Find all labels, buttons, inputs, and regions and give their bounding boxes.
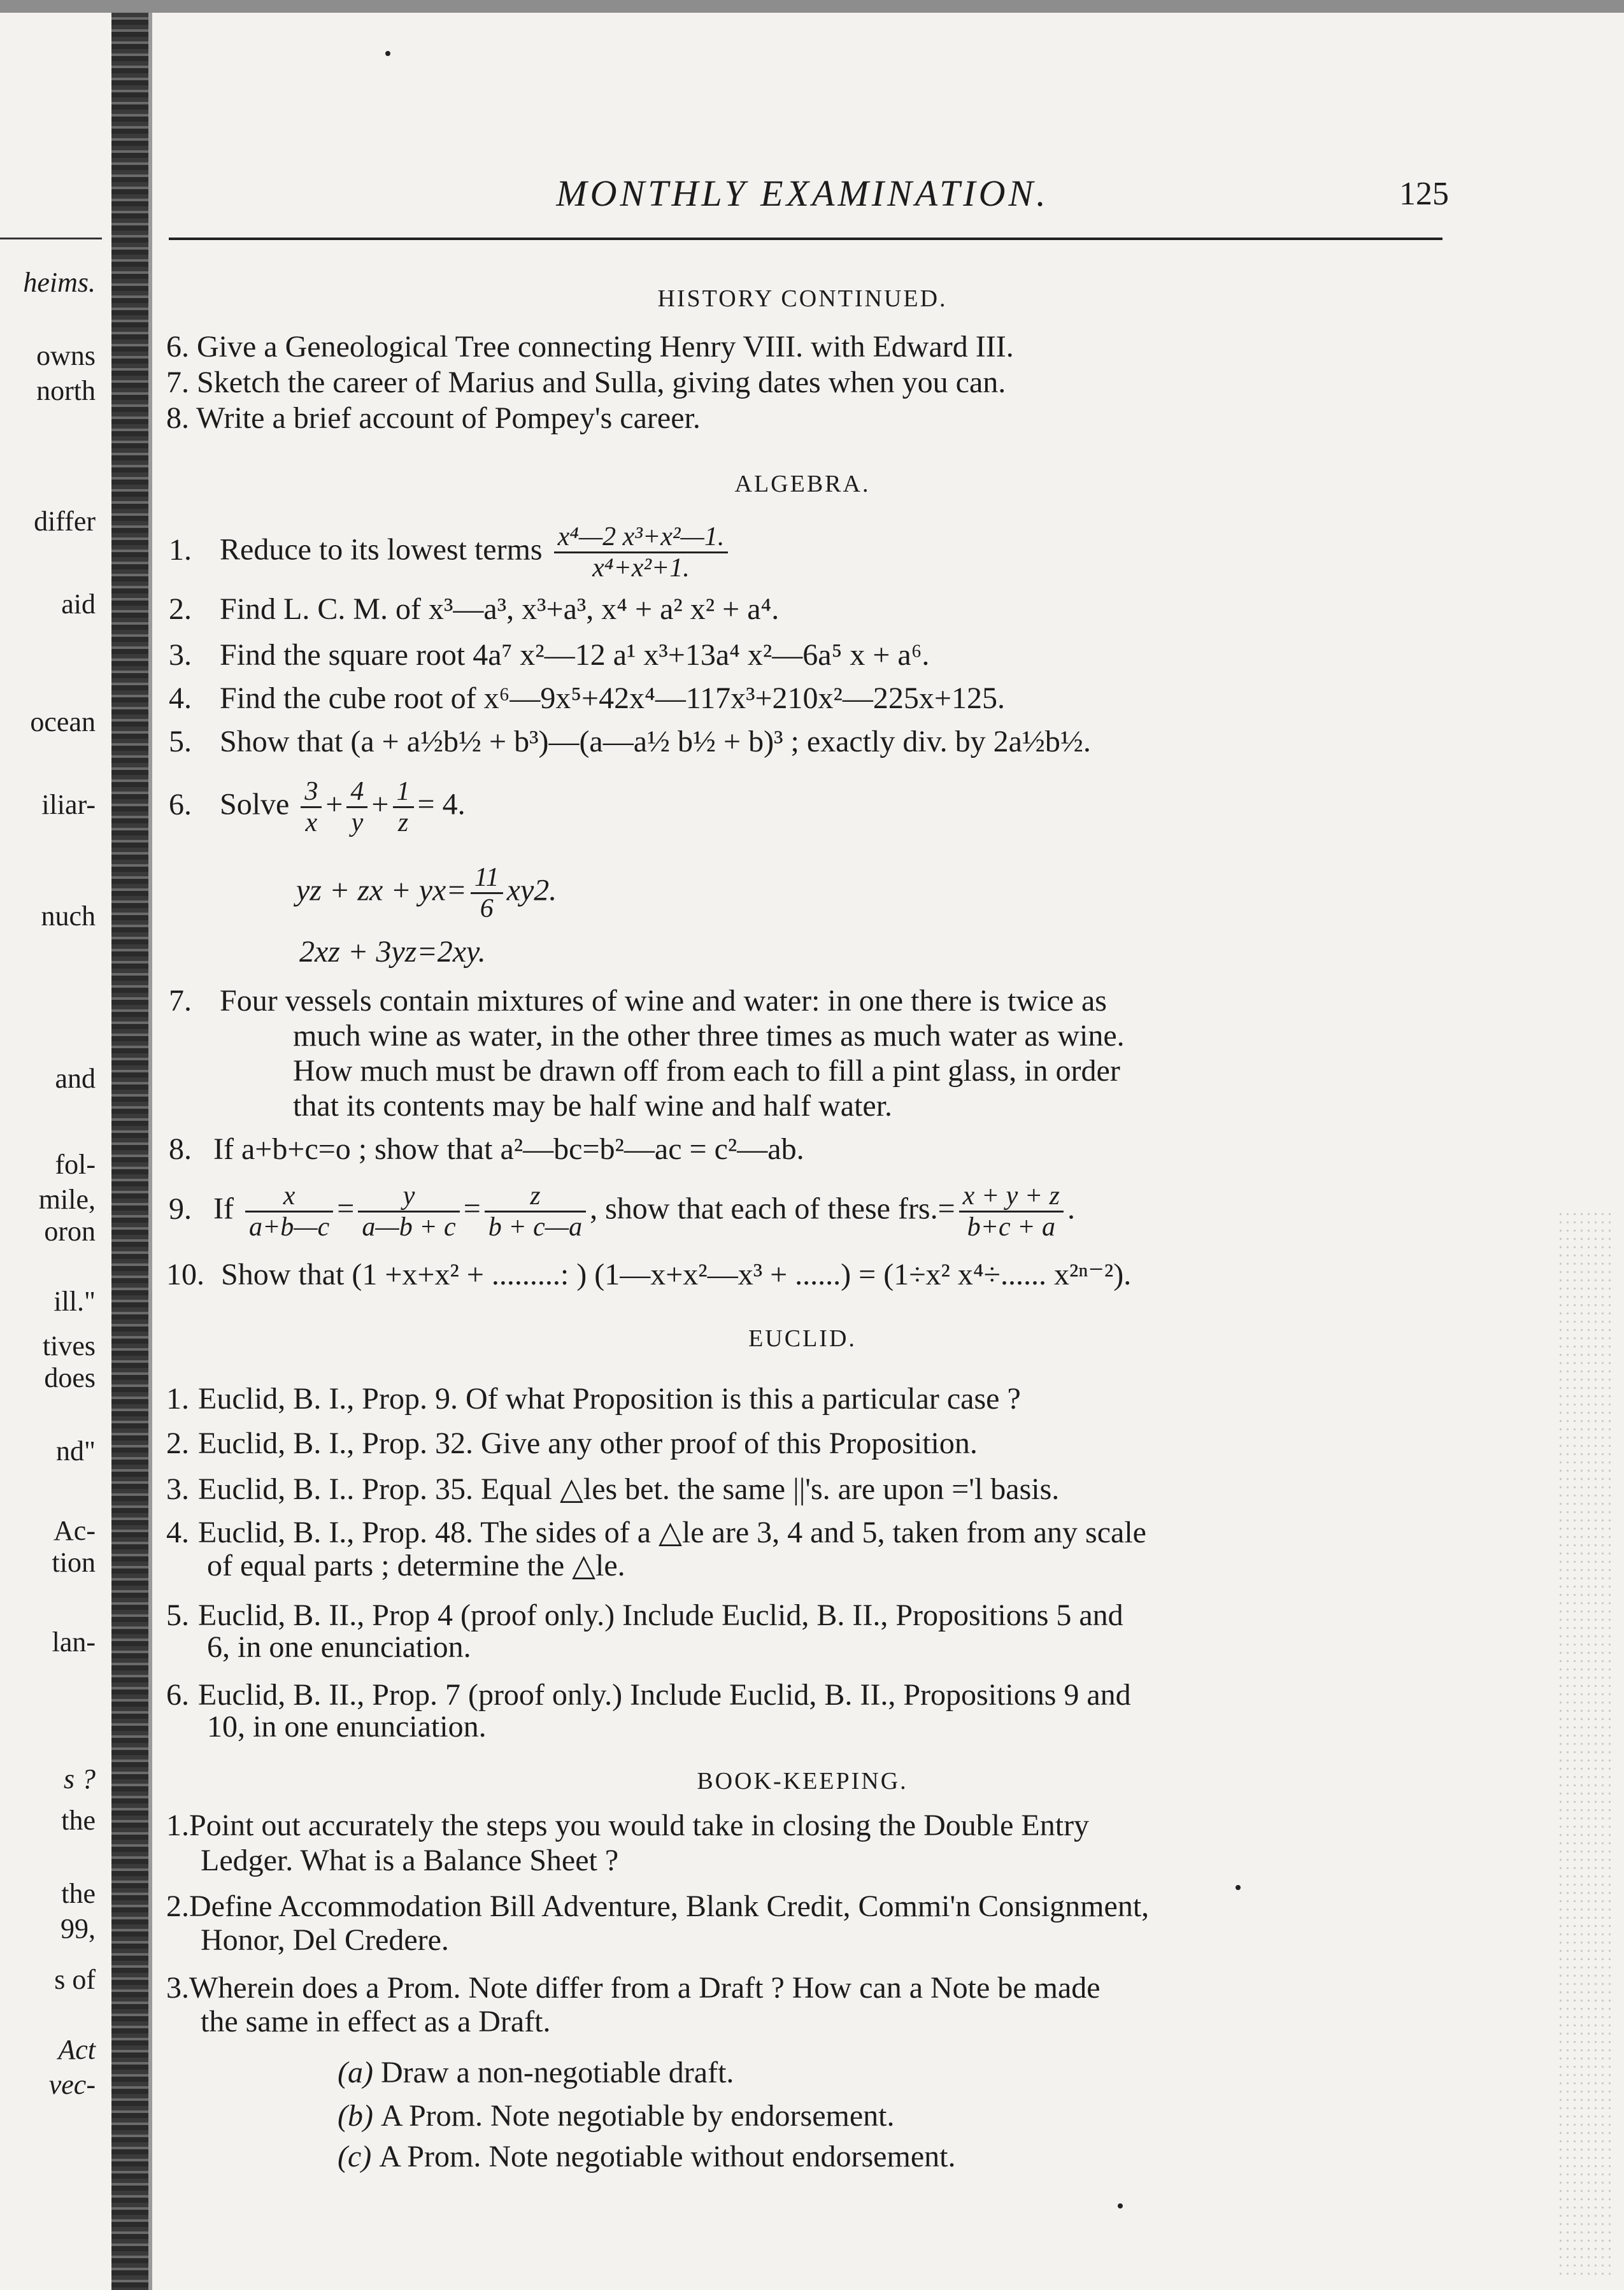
question-text: Four vessels contain mixtures of wine and water: in one there is twice as — [220, 984, 1107, 1018]
subitem-text: Draw a non-negotiable draft. — [380, 2056, 734, 2089]
margin-fragment: does — [44, 1362, 96, 1393]
question-text: Define Accommodation Bill Adventure, Blank Credit, Commi'n Consignment, — [189, 1889, 1150, 1923]
question-number: 8. — [166, 401, 189, 435]
question-continuation: 6, in one enunciation. — [207, 1630, 471, 1664]
question-continuation: Ledger. What is a Balance Sheet ? — [201, 1844, 619, 1877]
question-text: If a+b+c=o ; show that a²—bc=b²—ac = c²—ab. — [213, 1132, 804, 1166]
margin-fragment: ocean — [30, 706, 96, 737]
bookkeeping-subitem — [338, 2140, 955, 2174]
margin-fragment: vec- — [48, 2069, 96, 2100]
question-number: 8. — [169, 1132, 192, 1166]
question-number: 7. — [169, 984, 192, 1018]
subitem-text: A Prom. Note negotiable without endorsement. — [379, 2140, 956, 2173]
subitem-text: A Prom. Note negotiable by endorsement. — [380, 2099, 895, 2133]
fraction-numerator: z — [485, 1181, 586, 1213]
algebra-question-8 — [169, 1132, 804, 1167]
margin-fragment: Act — [58, 2034, 96, 2065]
fraction-numerator: 1 — [393, 777, 414, 808]
margin-fragment: north — [36, 375, 96, 406]
question-number: 10. — [166, 1258, 204, 1291]
bookkeeping-question — [166, 1971, 1100, 2005]
equation-text: yz + zx + yx= — [296, 873, 467, 907]
fraction-numerator: x⁴—2 x³+x²—1. — [554, 522, 729, 553]
fraction — [301, 777, 322, 837]
fraction-numerator: 3 — [301, 777, 322, 808]
margin-fragment: differ — [34, 506, 96, 537]
question-number: 1. — [169, 532, 192, 567]
fraction-denominator: b+c + a — [967, 1213, 1055, 1242]
margin-fragment: mile, — [38, 1184, 96, 1215]
margin-fragment: iliar- — [41, 789, 96, 820]
fraction-numerator: 4 — [346, 777, 367, 808]
history-question — [166, 401, 701, 436]
fraction-numerator: 11 — [471, 863, 503, 894]
question-number: 6. — [169, 787, 192, 821]
question-text: , show that each of these frs.= — [590, 1191, 955, 1226]
fraction — [245, 1181, 333, 1242]
question-number: 2. — [169, 592, 192, 626]
question-continuation: 10, in one enunciation. — [207, 1710, 487, 1744]
margin-fragment: nd" — [56, 1435, 96, 1467]
question-number: 4. — [166, 1516, 189, 1549]
margin-fragment: aid — [61, 588, 96, 620]
question-number: 9. — [169, 1191, 192, 1226]
fraction-denominator: z — [397, 808, 409, 837]
fraction — [358, 1181, 459, 1242]
question-continuation: that its contents may be half wine and half water. — [293, 1089, 893, 1123]
equals-sign: = — [337, 1191, 355, 1226]
fraction-denominator: x — [305, 808, 318, 837]
page-number: 125 — [1399, 176, 1449, 212]
scan-top-edge — [0, 0, 1624, 13]
question-text: Point out accurately the steps you would take in closing the Double Entry — [189, 1809, 1090, 1842]
question-number: 4. — [169, 681, 192, 715]
question-text: Find L. C. M. of x³—a³, x³+a³, x⁴ + a² x² + a⁴. — [220, 592, 780, 626]
question-number: 3. — [166, 1971, 189, 2005]
algebra-question-2 — [169, 592, 779, 627]
euclid-question — [166, 1426, 978, 1461]
question-number: 3. — [166, 1472, 189, 1506]
fraction-denominator: y — [351, 808, 364, 837]
question-text: Find the cube root of x⁶—9x⁵+42x⁴—117x³+210x²—225x+125. — [220, 681, 1005, 715]
euclid-question — [166, 1598, 1123, 1633]
section-heading-euclid: EUCLID. — [748, 1325, 857, 1352]
margin-fragment: owns — [36, 340, 96, 371]
equals-sign: = — [463, 1191, 481, 1226]
euclid-question — [166, 1382, 1021, 1416]
question-text: Show that (1 +x+x² + .........: ) (1—x+x²—x³ + ......) = (1÷x² x⁴÷...... x²ⁿ⁻²). — [221, 1258, 1132, 1291]
question-text: Euclid, B. I.. Prop. 35. Equal △les bet. the same ||'s. are upon ='l basis. — [198, 1472, 1060, 1506]
margin-fragment: ill." — [53, 1286, 96, 1317]
bookkeeping-subitem — [338, 2056, 734, 2090]
history-question — [166, 366, 1006, 400]
running-header — [162, 172, 1449, 214]
margin-fragment: and — [55, 1063, 96, 1094]
question-text: Wherein does a Prom. Note differ from a Draft ? How can a Note be made — [189, 1971, 1100, 2005]
question-continuation: the same in effect as a Draft. — [201, 2005, 551, 2038]
fraction-denominator: x⁴+x²+1. — [592, 553, 690, 583]
question-text: Euclid, B. I., Prop. 32. Give any other proof of this Proposition. — [198, 1426, 978, 1460]
euclid-question — [166, 1472, 1059, 1507]
fraction — [554, 522, 729, 583]
question-continuation: much wine as water, in the other three times as much water as wine. — [293, 1019, 1125, 1053]
fraction — [485, 1181, 586, 1242]
fraction — [393, 777, 414, 837]
fraction — [346, 777, 367, 837]
question-number: 5. — [166, 1598, 189, 1632]
book-gutter — [111, 13, 148, 2290]
question-continuation: How much must be drawn off from each to fill a pint glass, in order — [293, 1054, 1120, 1088]
margin-fragment: fol- — [55, 1149, 96, 1180]
margin-fragment: oron — [44, 1216, 96, 1247]
section-heading-history: HISTORY CONTINUED. — [657, 285, 948, 312]
question-number: 2. — [166, 1426, 189, 1460]
bookkeeping-question — [166, 1809, 1089, 1843]
algebra-question-3 — [169, 638, 929, 672]
question-number: 5. — [169, 725, 192, 758]
page-title: MONTHLY EXAMINATION. — [556, 173, 1049, 214]
algebra-question-6: 6. Solve $\frac{3}{x}$ + $\frac{4}{y}$ + $\frac{1}{z}$ = 4. — [169, 777, 466, 837]
scan-speck — [385, 51, 390, 56]
algebra-question-7 — [169, 984, 1107, 1018]
margin-fragment: nuch — [41, 900, 96, 932]
margin-fragment: lan- — [52, 1626, 96, 1658]
scan-speck — [1118, 2203, 1123, 2208]
equation-text: xy2. — [506, 873, 557, 907]
euclid-question — [166, 1678, 1131, 1712]
history-question — [166, 330, 1014, 364]
subitem-label: (b) — [338, 2099, 373, 2133]
gutter-edge — [148, 13, 152, 2290]
fraction-denominator: a—b + c — [362, 1213, 456, 1242]
margin-fragment: the — [61, 1805, 96, 1836]
question-label: Solve — [220, 787, 290, 821]
question-text: Euclid, B. I., Prop. 48. The sides of a △le are 3, 4 and 5, taken from any scale — [198, 1516, 1146, 1549]
fraction-numerator: x — [245, 1181, 333, 1213]
question-continuation: Honor, Del Credere. — [201, 1923, 449, 1957]
question-continuation: of equal parts ; determine the △le. — [207, 1549, 625, 1582]
subitem-label: (c) — [338, 2140, 372, 2173]
section-heading-algebra: ALGEBRA. — [734, 471, 871, 497]
question-number: 1. — [166, 1382, 189, 1416]
question-number: 3. — [169, 638, 192, 672]
margin-fragment: heims. — [23, 267, 96, 298]
question-number: 2. — [166, 1889, 189, 1923]
margin-fragment: tion — [52, 1547, 96, 1578]
algebra-question-9 — [169, 1181, 1075, 1242]
fraction — [471, 863, 503, 923]
margin-fragment: s ? — [63, 1763, 96, 1795]
algebra-question-1 — [169, 522, 732, 583]
fraction — [959, 1181, 1064, 1242]
margin-fragment: the — [61, 1878, 96, 1909]
fraction-numerator: y — [358, 1181, 459, 1213]
question-text: Sketch the career of Marius and Sulla, giving dates when you can. — [197, 366, 1006, 399]
margin-fragment: Ac- — [53, 1515, 96, 1546]
fraction-denominator: 6 — [480, 894, 494, 923]
question-number: 1. — [166, 1809, 189, 1842]
question-number: 7. — [166, 366, 189, 399]
question-text: Give a Geneological Tree connecting Henry VIII. with Edward III. — [197, 330, 1014, 364]
fraction-numerator: x + y + z — [959, 1181, 1064, 1213]
section-heading-bookkeeping: BOOK-KEEPING. — [697, 1768, 908, 1795]
question-text: . — [1067, 1191, 1075, 1226]
fraction-denominator: a+b—c — [248, 1213, 330, 1242]
facing-page-rule — [0, 238, 102, 239]
question-number: 6. — [166, 330, 189, 364]
subitem-label: (a) — [338, 2056, 373, 2089]
algebra-question-5 — [169, 725, 1091, 759]
algebra-question-4 — [169, 681, 1005, 716]
question-text: Euclid, B. II., Prop. 7 (proof only.) Include Euclid, B. II., Propositions 9 and — [198, 1678, 1131, 1712]
question-text: Euclid, B. I., Prop. 9. Of what Proposition is this a particular case ? — [198, 1382, 1021, 1416]
question-text: Find the square root 4a⁷ x²—12 a¹ x³+13a⁴ x²—6a⁵ x + a⁶. — [220, 638, 930, 672]
euclid-question — [166, 1516, 1146, 1550]
equation-tail: = 4. — [417, 787, 466, 821]
algebra-question-10 — [166, 1258, 1131, 1292]
question-text: Write a brief account of Pompey's career. — [196, 401, 701, 435]
question-text: Euclid, B. II., Prop 4 (proof only.) Include Euclid, B. II., Propositions 5 and — [198, 1598, 1123, 1632]
scan-speck — [1236, 1885, 1241, 1890]
question-label: If — [213, 1191, 234, 1226]
fraction-denominator: b + c—a — [488, 1213, 583, 1242]
equation-line: 2xz + 3yz=2xy. — [299, 935, 486, 969]
bookkeeping-question — [166, 1889, 1149, 1924]
question-text: Show that (a + a½b½ + b³)—(a—a½ b½ + b)³ ; exactly div. by 2a½b½. — [220, 725, 1091, 758]
scan-noise-right — [1557, 1210, 1614, 2280]
margin-fragment: 99, — [61, 1913, 96, 1944]
header-rule — [169, 238, 1442, 240]
bookkeeping-subitem — [338, 2099, 894, 2133]
question-number: 6. — [166, 1678, 189, 1712]
question-text: Reduce to its lowest terms — [220, 532, 543, 567]
equation-line — [296, 863, 557, 923]
margin-fragment: s of — [54, 1964, 96, 1995]
margin-fragment: tives — [42, 1330, 96, 1362]
